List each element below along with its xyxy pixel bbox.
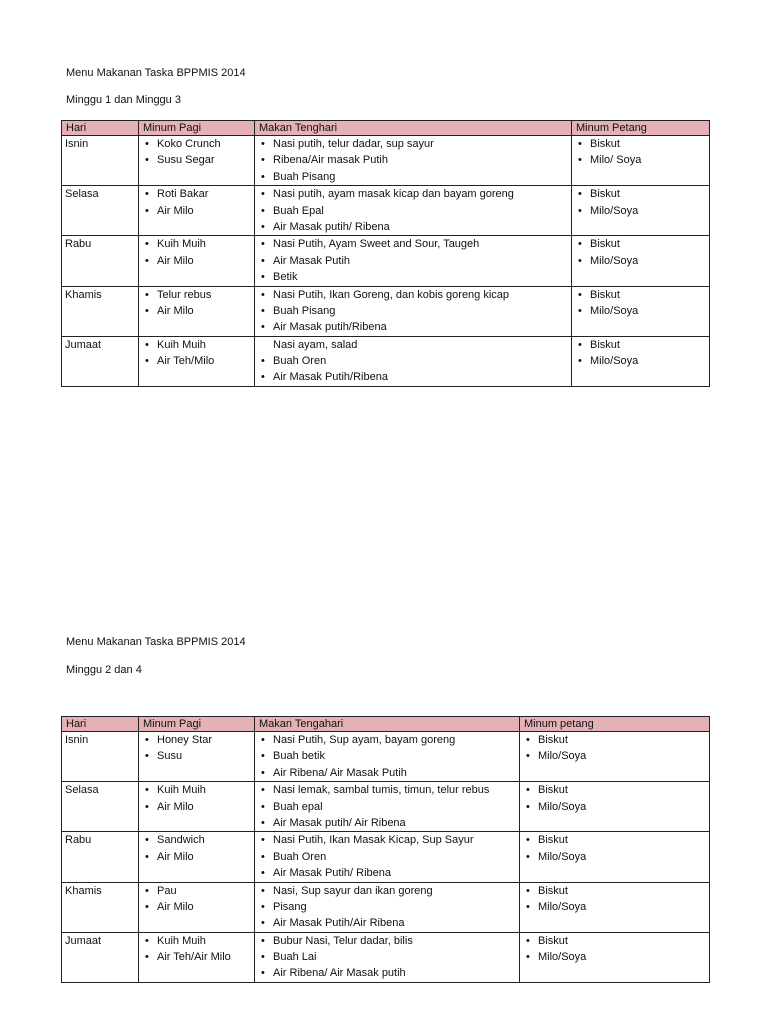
header-minum-petang: Minum Petang: [572, 121, 710, 136]
tengahari-cell: [255, 832, 520, 882]
list-item: • Biskut: [524, 933, 705, 949]
table-header-row: [62, 717, 710, 732]
table-row: [62, 186, 710, 236]
tengahari-list: [259, 782, 515, 831]
pagi-list: [143, 287, 250, 320]
table-row: [62, 136, 710, 186]
list-item: • Air Masak putih/ Ribena: [259, 219, 567, 235]
list-item: • Nasi Putih, Ayam Sweet and Sour, Taugeh: [259, 236, 567, 252]
list-item: • Kuih Muih: [143, 782, 250, 798]
list-item: • Betik: [259, 269, 567, 285]
list-item: • Milo/Soya: [524, 799, 705, 815]
list-item: • Air Milo: [143, 203, 250, 219]
petang-cell: [520, 882, 710, 932]
list-item: • Nasi putih, telur dadar, sup sayur: [259, 136, 567, 152]
petang-cell: [520, 782, 710, 832]
list-item: • Honey Star: [143, 732, 250, 748]
list-item: • Bubur Nasi, Telur dadar, bilis: [259, 933, 515, 949]
list-item: • Biskut: [576, 186, 705, 202]
list-item: • Air Masak Putih/Ribena: [259, 369, 567, 385]
day-cell: Selasa: [62, 186, 139, 236]
pagi-list: [143, 832, 250, 865]
list-item: Nasi ayam, salad: [273, 338, 358, 351]
list-item: • Buah Oren: [259, 353, 567, 369]
header-minum-pagi: Minum Pagi: [139, 717, 255, 732]
day-cell: Rabu: [62, 236, 139, 286]
list-item: • Milo/Soya: [524, 748, 705, 764]
day-cell: Khamis: [62, 286, 139, 336]
list-item: • Nasi putih, ayam masak kicap dan bayam goreng: [259, 186, 567, 202]
pagi-cell: [139, 732, 255, 782]
list-item: • Biskut: [524, 832, 705, 848]
petang-list: [524, 832, 705, 865]
list-item: • Pau: [143, 883, 250, 899]
list-item: • Milo/Soya: [524, 949, 705, 965]
list-item: • Air Milo: [143, 799, 250, 815]
header-hari: Hari: [62, 717, 139, 732]
tengahari-list: [259, 236, 567, 285]
list-item: • Air Milo: [143, 849, 250, 865]
list-item: • Kuih Muih: [143, 933, 250, 949]
tengahari-cell: [255, 882, 520, 932]
list-item: • Sandwich: [143, 832, 250, 848]
header-minum-pagi: Minum Pagi: [139, 121, 255, 136]
list-item: • Nasi, Sup sayur dan ikan goreng: [259, 883, 515, 899]
pagi-cell: [139, 236, 255, 286]
pagi-cell: [139, 832, 255, 882]
tengahari-cell: [255, 732, 520, 782]
list-item: • Koko Crunch: [143, 136, 250, 152]
pagi-list: [143, 883, 250, 916]
tengahari-cell: [255, 236, 572, 286]
petang-cell: [520, 932, 710, 982]
tengahari-list: [259, 287, 567, 336]
list-item: • Air Teh/Air Milo: [143, 949, 250, 965]
table-body: [62, 136, 710, 387]
petang-list: [576, 337, 705, 370]
list-item: • Air Milo: [143, 899, 250, 915]
header-makan-tengahari: Makan Tengahari: [255, 717, 520, 732]
list-item: • Air Ribena/ Air Masak putih: [259, 965, 515, 981]
tengahari-list: [259, 832, 515, 881]
menu-table: [61, 120, 710, 387]
list-item: • Telur rebus: [143, 287, 250, 303]
petang-cell: [572, 236, 710, 286]
petang-cell: [520, 732, 710, 782]
table-row: [62, 882, 710, 932]
petang-list: [576, 287, 705, 320]
list-item: • Air Ribena/ Air Masak Putih: [259, 765, 515, 781]
list-item: • Biskut: [576, 236, 705, 252]
pagi-list: [143, 136, 250, 169]
day-cell: Isnin: [62, 136, 139, 186]
list-item: • Air Teh/Milo: [143, 353, 250, 369]
list-item: • Air Masak Putih/Air Ribena: [259, 915, 515, 931]
list-item: • Nasi Putih, Ikan Goreng, dan kobis goreng kicap: [259, 287, 567, 303]
list-item: • Air Masak Putih: [259, 253, 567, 269]
pagi-cell: [139, 336, 255, 386]
tengahari-list: [259, 732, 515, 781]
list-item: • Milo/Soya: [524, 849, 705, 865]
list-item: • Air Milo: [143, 303, 250, 319]
list-item: • Nasi lemak, sambal tumis, timun, telur rebus: [259, 782, 515, 798]
petang-cell: [520, 832, 710, 882]
list-item: • Pisang: [259, 899, 515, 915]
menu-table: [61, 716, 710, 983]
pagi-cell: [139, 932, 255, 982]
pagi-list: [143, 236, 250, 269]
pagi-list: [143, 732, 250, 765]
menu-subtitle: Minggu 1 dan Minggu 3: [66, 94, 181, 106]
list-item: • Buah Lai: [259, 949, 515, 965]
petang-list: [576, 186, 705, 219]
list-item: • Milo/Soya: [576, 253, 705, 269]
list-item: • Buah Epal: [259, 203, 567, 219]
list-item: • Milo/Soya: [576, 353, 705, 369]
header-minum-petang: Minum petang: [520, 717, 710, 732]
list-item: • Air Masak Putih/ Ribena: [259, 865, 515, 881]
tengahari-cell: [255, 932, 520, 982]
pagi-cell: [139, 186, 255, 236]
day-cell: Khamis: [62, 882, 139, 932]
list-item: • Roti Bakar: [143, 186, 250, 202]
day-cell: Jumaat: [62, 932, 139, 982]
pagi-list: [143, 782, 250, 815]
table-row: [62, 782, 710, 832]
tengahari-cell: [255, 186, 572, 236]
petang-list: [524, 732, 705, 765]
list-item: • Biskut: [524, 883, 705, 899]
list-item: • Susu: [143, 748, 250, 764]
table-row: [62, 732, 710, 782]
header-hari: Hari: [62, 121, 139, 136]
list-item: • Milo/Soya: [576, 303, 705, 319]
list-item: • Milo/Soya: [576, 203, 705, 219]
day-cell: Jumaat: [62, 336, 139, 386]
menu-subtitle: Minggu 2 dan 4: [66, 664, 142, 676]
petang-cell: [572, 186, 710, 236]
table-body: [62, 732, 710, 983]
list-item: • Biskut: [576, 337, 705, 353]
list-item: • Buah epal: [259, 799, 515, 815]
list-item: • Susu Segar: [143, 152, 250, 168]
petang-cell: [572, 136, 710, 186]
list-item: • Buah Pisang: [259, 303, 567, 319]
pagi-cell: [139, 136, 255, 186]
table-header-row: [62, 121, 710, 136]
pagi-list: [143, 337, 250, 370]
list-item: • Air Masak putih/ Air Ribena: [259, 815, 515, 831]
table-row: [62, 336, 710, 386]
day-cell: Isnin: [62, 732, 139, 782]
list-item: • Kuih Muih: [143, 236, 250, 252]
petang-list: [576, 136, 705, 169]
petang-cell: [572, 286, 710, 336]
list-item: • Air Masak putih/Ribena: [259, 319, 567, 335]
tengahari-cell: [255, 286, 572, 336]
tengahari-list: [259, 186, 567, 235]
list-item: • Buah Oren: [259, 849, 515, 865]
petang-list: [524, 782, 705, 815]
pagi-cell: [139, 286, 255, 336]
tengahari-list: [259, 337, 567, 386]
table-row: [62, 932, 710, 982]
list-item: • Biskut: [576, 287, 705, 303]
tengahari-cell: [255, 136, 572, 186]
list-item: • Buah betik: [259, 748, 515, 764]
day-cell: Selasa: [62, 782, 139, 832]
menu-title: Menu Makanan Taska BPPMIS 2014: [66, 636, 246, 648]
tengahari-list: [259, 933, 515, 982]
list-item: • Milo/Soya: [524, 899, 705, 915]
list-item: • Nasi Putih, Sup ayam, bayam goreng: [259, 732, 515, 748]
list-item: • Ribena/Air masak Putih: [259, 152, 567, 168]
menu-title: Menu Makanan Taska BPPMIS 2014: [66, 67, 246, 79]
list-item: • Biskut: [576, 136, 705, 152]
pagi-cell: [139, 882, 255, 932]
pagi-list: [143, 186, 250, 219]
table-row: [62, 286, 710, 336]
tengahari-list: [259, 136, 567, 185]
day-cell: Rabu: [62, 832, 139, 882]
petang-cell: [572, 336, 710, 386]
tengahari-list: [259, 883, 515, 932]
list-item: • Biskut: [524, 732, 705, 748]
list-item: • Nasi Putih, Ikan Masak Kicap, Sup Sayur: [259, 832, 515, 848]
petang-list: [576, 236, 705, 269]
pagi-cell: [139, 782, 255, 832]
petang-list: [524, 883, 705, 916]
table-row: [62, 236, 710, 286]
header-makan-tengahari: Makan Tenghari: [255, 121, 572, 136]
tengahari-cell: [255, 782, 520, 832]
list-item: • Kuih Muih: [143, 337, 250, 353]
list-item: • Biskut: [524, 782, 705, 798]
tengahari-cell: [255, 336, 572, 386]
list-item: • Buah Pisang: [259, 169, 567, 185]
list-item: • Air Milo: [143, 253, 250, 269]
petang-list: [524, 933, 705, 966]
list-item: • Milo/ Soya: [576, 152, 705, 168]
pagi-list: [143, 933, 250, 966]
table-row: [62, 832, 710, 882]
